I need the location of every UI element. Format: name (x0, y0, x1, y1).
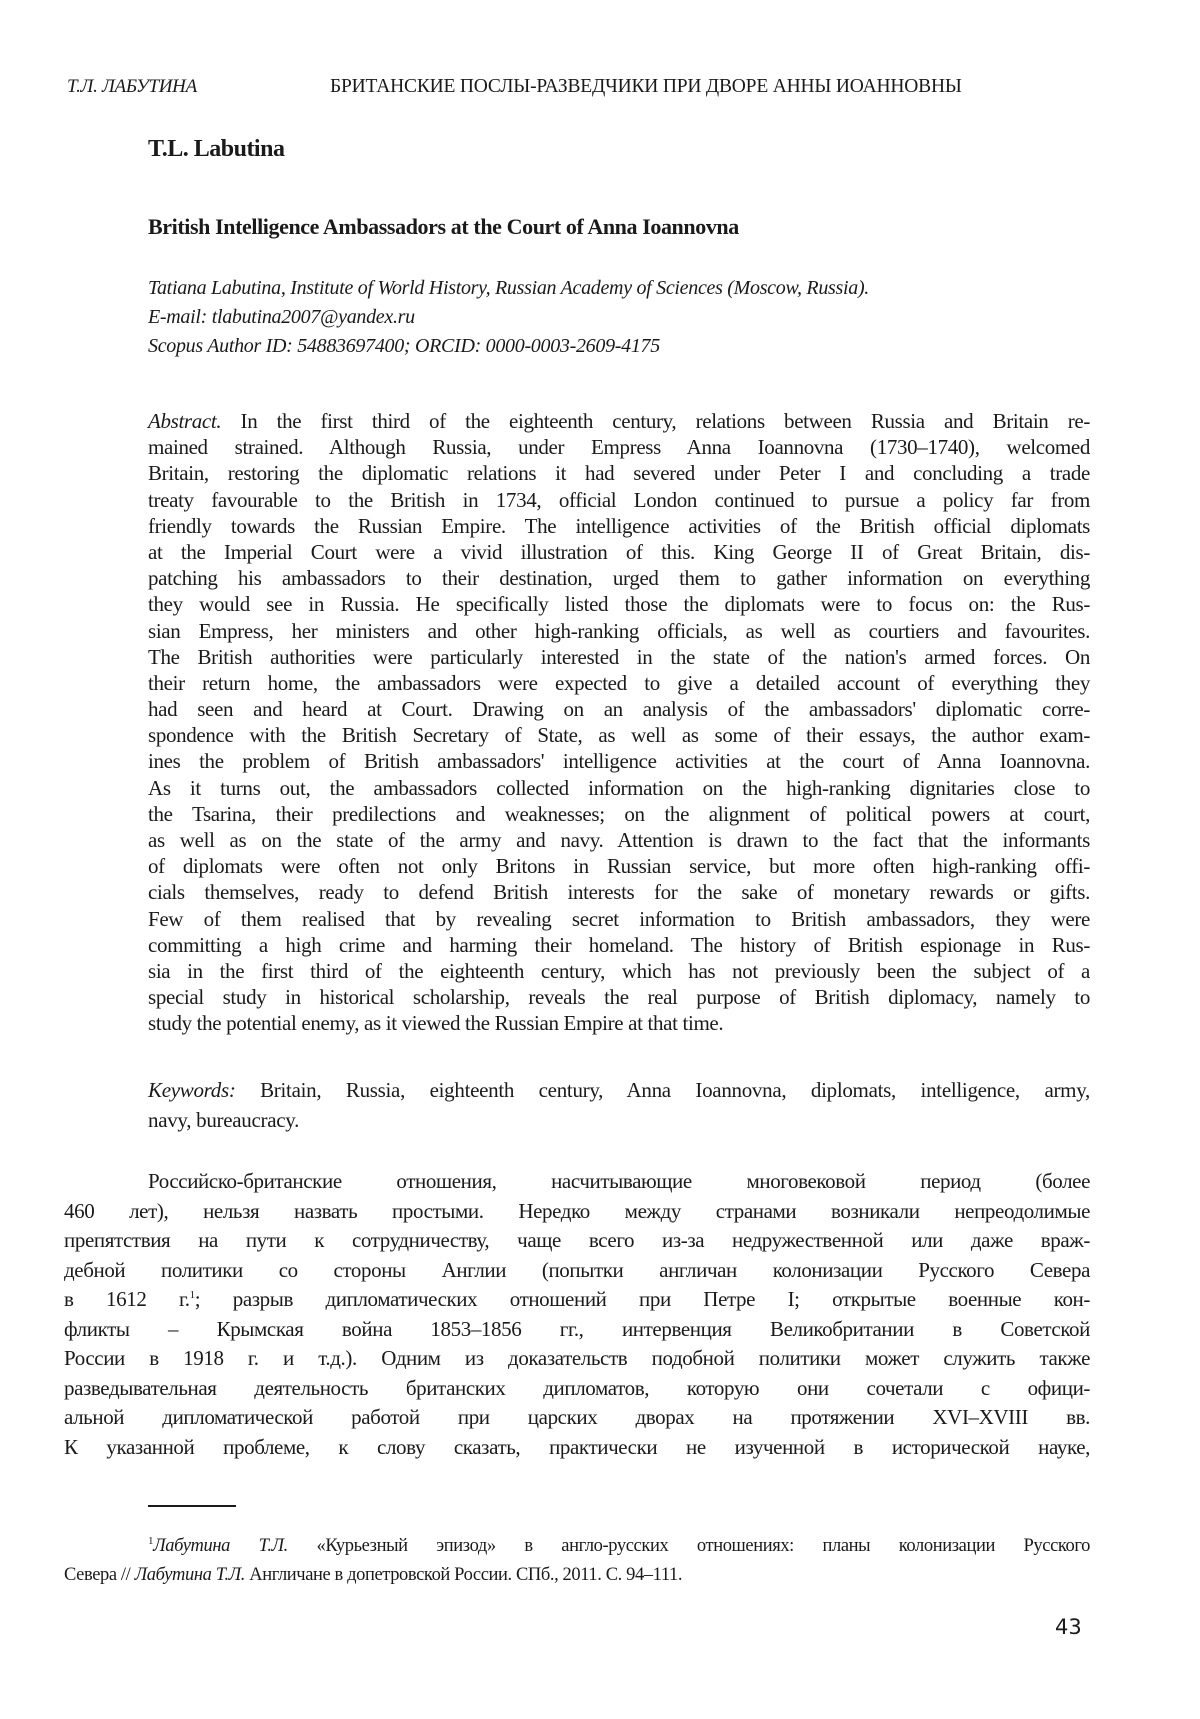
body-line: дебной политики со стороны Англии (попытки англичан колонизации Русского Севера (64, 1257, 1090, 1282)
footnote-divider (148, 1505, 236, 1507)
abstract-line: the Tsarina, their predilections and weaknesses; on the alignment of political powers at court, (148, 801, 1090, 826)
article-title: British Intelligence Ambassadors at the Court of Anna Ioannovna (148, 214, 739, 239)
abstract-line: spondence with the British Secretary of State, as well as some of their essays, the author exam- (148, 723, 1090, 748)
keywords-line: Keywords: Britain, Russia, eighteenth century, Anna Ioannovna, diplomats, intelligence, army, (148, 1078, 1090, 1102)
keywords (148, 1075, 1090, 1135)
footnote-number: 1 (148, 1534, 154, 1547)
abstract-line: had seen and heard at Court. Drawing on an analysis of the ambassadors' diplomatic corre- (148, 697, 1090, 722)
body-line: разведывательная деятельность британских дипломатов, которую они сочетали с офици- (64, 1375, 1090, 1400)
abstract-line: they would see in Russia. He specifically listed those the diplomats were to focus on: the Rus- (148, 592, 1090, 617)
keywords-line: navy, bureaucracy. (148, 1108, 300, 1132)
body-paragraph (64, 1167, 1090, 1462)
body-line: России в 1918 г. и т.д.). Одним из доказательств подобной политики может служить также (64, 1346, 1090, 1370)
abstract-line: mained strained. Although Russia, under Empress Anna Ioannovna (1730–1740), welcomed (148, 435, 1090, 460)
author-ids: Scopus Author ID: 54883697400; ORCID: 0000-0003-2609-4175 (148, 335, 660, 357)
body-line: препятствия на пути к сотрудничеству, чаще всего из-за недружественной или даже враж- (64, 1228, 1090, 1252)
abstract-line: The British authorities were particularly interested in the state of the nation's armed forces. On (148, 644, 1090, 669)
abstract-line: treaty favourable to the British in 1734, official London continued to pursue a policy far from (148, 487, 1090, 512)
abstract-line: at the Imperial Court were a vivid illustration of this. King George II of Great Britain, dis- (148, 539, 1090, 564)
abstract-line: committing a high crime and harming their homeland. The history of British espionage in Rus- (148, 932, 1090, 957)
abstract-line: their return home, the ambassadors were expected to give a detailed account of everything they (148, 670, 1090, 695)
footnote (64, 1532, 1090, 1590)
abstract-line: ines the problem of British ambassadors' intelligence activities at the court of Anna Ioannovna. (148, 749, 1090, 774)
footnote-line: $^1$Лабутина Т.Л. «Курьезный эпизод» в англо-русских отношениях: планы колонизации Русского (148, 1534, 1090, 1556)
body-line: Российско-британские отношения, насчитывающие многовековой период (более (148, 1169, 1090, 1193)
abstract (148, 408, 1090, 1037)
running-header-author: Т.Л. ЛАБУТИНА (67, 76, 197, 97)
body-line: 460 лет), нельзя назвать простыми. Нередко между странами возникали непреодолимые (64, 1198, 1090, 1223)
abstract-label: Abstract. (148, 409, 222, 433)
abstract-line: special study in historical scholarship, reveals the real purpose of British diplomacy, namely to (148, 985, 1090, 1010)
body-line: в 1612 г.$^1$; разрыв дипломатических отношений при Петре I; открытые военные кон- (64, 1287, 1090, 1311)
abstract-line: sian Empress, her ministers and other high-ranking officials, as well as courtiers and favourites. (148, 618, 1090, 643)
body-line: фликты – Крымская война 1853–1856 гг., интервенция Великобритании в Советской (64, 1316, 1090, 1341)
footnote-reference[interactable]: 1 (189, 1289, 195, 1301)
abstract-line: As it turns out, the ambassadors collected information on the high-ranking dignitaries close to (148, 775, 1090, 800)
keywords-label: Keywords: (148, 1078, 236, 1102)
abstract-line: as well as on the state of the army and navy. Attention is drawn to the fact that the informants (148, 828, 1090, 852)
body-line: К указанной проблеме, к слову сказать, практически не изученной в исторической науке, (64, 1434, 1090, 1459)
author-email: E-mail: tlabutina2007@yandex.ru (148, 306, 415, 328)
running-header-title: БРИТАНСКИЕ ПОСЛЫ-РАЗВЕДЧИКИ ПРИ ДВОРЕ АННЫ ИОАННОВНЫ (330, 76, 962, 97)
body-line: альной дипломатической работой при царских дворах на протяжении XVI–XVIII вв. (64, 1405, 1090, 1429)
abstract-line: Britain, restoring the diplomatic relations it had severed under Peter I and concluding a trade (148, 461, 1090, 486)
article-author: T.L. Labutina (148, 136, 285, 162)
page-number: 43 (1055, 1615, 1082, 1639)
abstract-line: friendly towards the Russian Empire. The intelligence activities of the British official diplomats (148, 513, 1090, 538)
abstract-line: Abstract. In the first third of the eighteenth century, relations between Russia and Britain re- (148, 409, 1090, 433)
abstract-line: sia in the first third of the eighteenth century, which has not previously been the subject of a (148, 958, 1090, 983)
abstract-line: Few of them realised that by revealing secret information to British ambassadors, they were (148, 906, 1090, 931)
abstract-line: patching his ambassadors to their destination, urged them to gather information on everything (148, 566, 1090, 591)
author-affiliation: Tatiana Labutina, Institute of World History, Russian Academy of Sciences (Moscow, Russia). (148, 277, 870, 299)
footnote-line: Севера // Лабутина Т.Л. Англичане в допетровской России. СПб., 2011. С. 94–111. (64, 1565, 683, 1585)
abstract-line: cials themselves, ready to defend British interests for the sake of monetary rewards or gifts. (148, 880, 1090, 905)
abstract-line: of diplomats were often not only Britons in Russian service, but more often high-ranking offi- (148, 854, 1090, 879)
abstract-line: study the potential enemy, as it viewed the Russian Empire at that time. (148, 1011, 724, 1036)
